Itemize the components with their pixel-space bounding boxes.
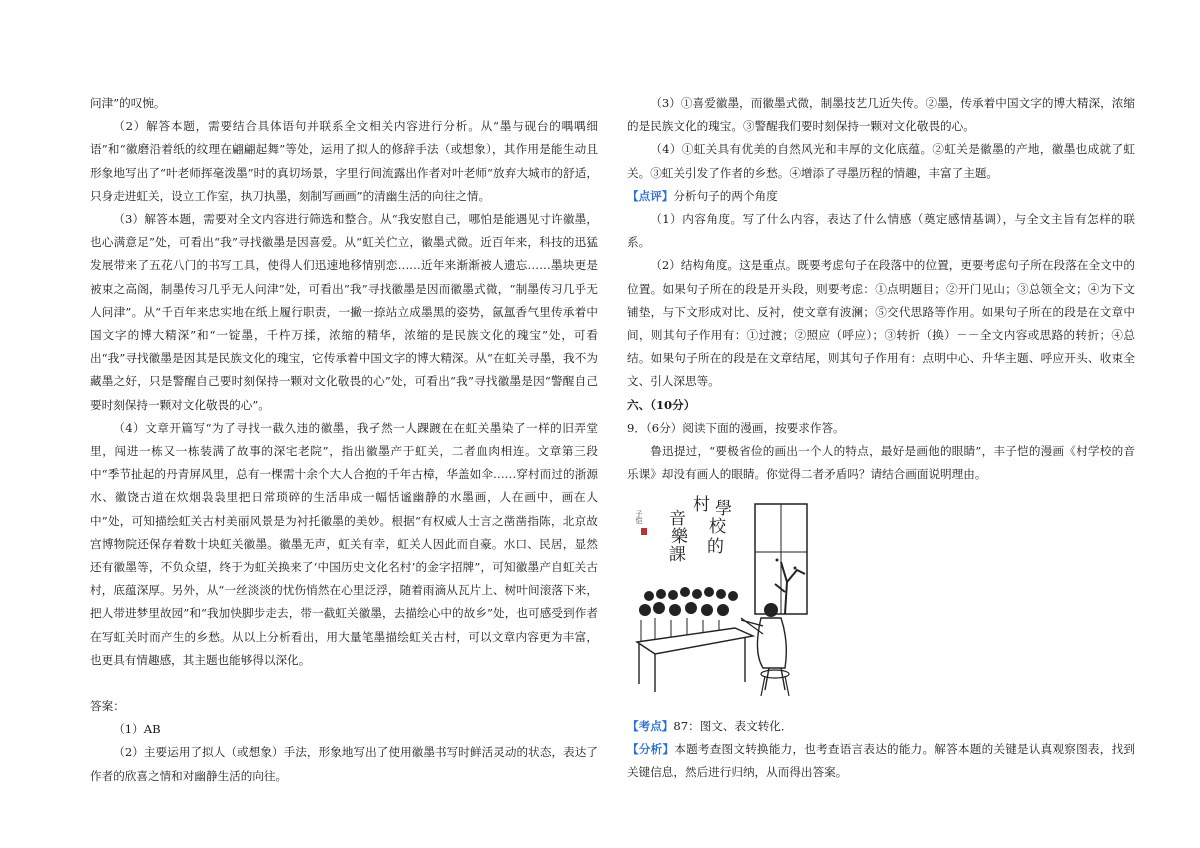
cartoon-image [635, 492, 811, 700]
comment-text: 分析句子的两个角度 [673, 188, 778, 203]
cartoon-title-char: 的 [707, 537, 724, 558]
cartoon-title-char: 樂 [671, 527, 688, 548]
right-column [627, 92, 1135, 784]
question-text: 鲁迅提过，“要极省俭的画出一个人的特点，最好是画他的眼睛”，丰子恺的漫画《村学校的音乐课》却没有画人的眼睛。你觉得二者矛盾吗？请结合画面说明理由。 [627, 444, 1135, 482]
comment-tag: 【点评】 [627, 188, 674, 203]
kaodian-line [627, 715, 1135, 738]
question-title: 9．（6分）阅读下面的漫画，按要求作答。 [627, 420, 845, 435]
section-heading: 六、（10分） [627, 397, 696, 412]
analysis-text: 本题考查图文转换能力，也考查语言表达的能力。解答本题的关键是认真观察图表，找到关键信息，然后进行归纳，从而得出答案。 [627, 741, 1135, 780]
paragraph: 问津”的叹惋。 [90, 96, 166, 110]
answer-item: （1）AB [113, 722, 161, 737]
kaodian-text: 87：图文、表文转化． [673, 718, 793, 733]
cartoon-title-char: 課 [669, 545, 686, 566]
cartoon-title-char: 音 [669, 509, 686, 530]
left-column [90, 92, 598, 788]
answer-item: （2）主要运用了拟人（或想象）手法，形象地写出了使用徽墨书写时鲜活灵动的状态，表达了作者的欣喜之情和对幽静生活的向往。 [90, 745, 598, 783]
analysis-tag: 【分析】 [627, 741, 675, 756]
comment-line [627, 185, 1135, 208]
paragraph: （2）结构角度。这是重点。既要考虑句子在段落中的位置，更要考虑句子所在段落在全文中的位置。如果句子所在的段是开头段，则要考虑：①点明题目；②开门见山；③总领全文；④为下文铺垫，与下文形成对比、反衬，使文章有波澜；⑤交代思路等作用。如果句子所在的段是在文章中间，则其句子作用有：①过渡；②照应（呼应）；③转折（换）－－全文内容或思路的转折；④总结。如果句子所在的段是在文章结尾，则其句子作用有：点明中心、升华主题、呼应开头、收束全文、引人深思等。 [627, 258, 1135, 389]
answer-item: （3）①喜爱徽墨，而徽墨式微，制墨技艺几近失传。②墨，传承着中国文字的博大精深，浓缩的是民族文化的瑰宝。③警醒我们要时刻保持一颗对文化敬畏的心。 [627, 96, 1135, 134]
answer-heading: 答案： [90, 699, 125, 714]
paragraph: （2）解答本题，需要结合具体语句并联系全文相关内容进行分析。从“墨与砚台的喁喁细语”和“徽磨沿着纸的纹理在翩翩起舞”等处，运用了拟人的修辞手法（或想象），其作用是能生动且形象地写出了“叶老师挥毫泼墨”时的真切场景，字里行间流露出作者对叶老师“放弃大城市的舒适，只身走进虹关，设立工作室，执刀执墨，刻制写画画”的清幽生活的向往之情。 [90, 119, 598, 203]
paragraph: （4）文章开篇写“为了寻找一截久违的徽墨，我孑然一人踝踱在在虹关墨染了一样的旧弄堂里，闯进一栋又一栋装满了故事的深宅老院”，指出徽墨产于虹关，二者血肉相连。文章第三段中“季节扯起的丹青屏风里，总有一棵需十余个大人合抱的千年古樟，华盖如伞……穿村而过的浙源水、徽饶古道在炊烟袅袅里把日常琐碎的生活串成一幅恬谧幽静的水墨画，人在画中，画在人中”处，可知描绘虹关古村美丽风景是为衬托徽墨的美妙。根据“有权威人士言之凿凿指陈，北京故宫博物院还保存着数十块虹关徽墨。徽墨无声，虹关有幸，虹关人因此而自豪。水口、民居，显然还有徽墨等，不负众望，终于为虹关换来了‘中国历史文化名村’的金字招牌”，可知徽墨产自虹关古村，底蕴深厚。另外，从“一丝淡淡的忧伤悄然在心里泛浮，随着雨滴从瓦片上、树叶间滚落下来，把人带进梦里故园”和“我加快脚步走去，带一截虹关徽墨，去描绘心中的故乡”处，也可感受到作者在写虹关时而产生的乡愁。从以上分析看出，用大量笔墨描绘虹关古村，可以文章内容更为丰富，也更具有情趣感，其主题也能够得以深化。 [90, 420, 598, 667]
paragraph: （3）解答本题，需要对全文内容进行筛选和整合。从“我安慰自己，哪怕是能遇见寸许徽墨，也心满意足”处，可看出“我”寻找徽墨是因喜爱。从“虹关伫立，徽墨式微。近百年来，科技的迅猛发展带来了五花八门的书写工具，使得人们迅速地移情别恋……近年来渐渐被人遗忘……墨块更是被束之高阁，制墨传习几乎无人问津”处，可看出“我”寻找徽墨是因而徽墨式微，“制墨传习几乎无人问津”。从“千百年来忠实地在纸上履行职责，一撇一捺站立成墨黑的姿势，氤氲香气里传承着中国文字的博大精深”和“一锭墨，千杵万揉，浓缩的精华，浓缩的是民族文化的瑰宝”处，可看出“我”寻找徽墨是因其是民族文化的瑰宝，它传承着中国文字的博大精深。从“在虹关寻墨，我不为藏墨之好，只是警醒自己要时刻保持一颗对文化敬畏的心”处，可看出“我”寻找徽墨是因“警醒自己要时刻保持一颗对文化敬畏的心”。 [90, 212, 598, 412]
cartoon-title-char: 學 [715, 499, 732, 520]
paragraph: （1）内容角度。写了什么内容，表达了什么情感（奠定感情基调），与全文主旨有怎样的联系。 [627, 212, 1135, 250]
kaodian-tag: 【考点】 [627, 718, 674, 733]
seal-icon [641, 528, 647, 535]
cartoon-signature: 子恺 [635, 510, 643, 525]
answer-item: （4）①虹关具有优美的自然风光和丰厚的文化底蕴。②虹关是徽墨的产地，徽墨也成就了虹关。③虹关引发了作者的乡愁。④增添了寻墨历程的情趣，丰富了主题。 [627, 142, 1135, 180]
cartoon-title-char: 村 [693, 495, 710, 516]
cartoon-title-char: 校 [709, 517, 726, 538]
analysis-line [627, 738, 1135, 784]
